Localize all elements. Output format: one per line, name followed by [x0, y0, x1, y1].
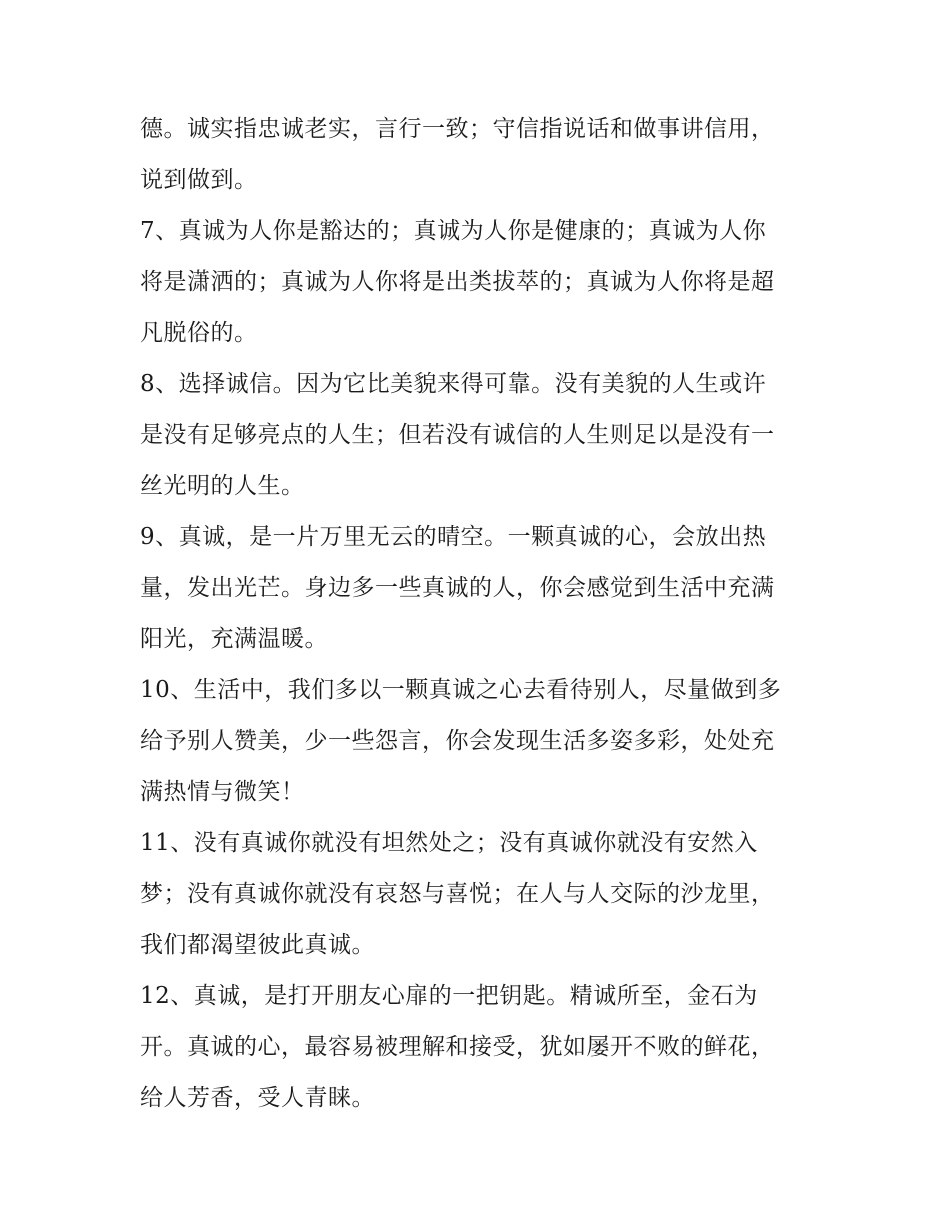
text-line: 满热情与微笑！ [140, 779, 305, 805]
text-line: 是没有足够亮点的人生；但若没有诚信的人生则足以是没有一 [140, 422, 775, 448]
text-line: 将是潇洒的；真诚为人你将是出类拔萃的；真诚为人你将是超 [140, 269, 775, 295]
text-line: 梦；没有真诚你就没有哀怒与喜悦；在人与人交际的沙龙里， [140, 881, 775, 907]
text-line: 9、真诚，是一片万里无云的晴空。一颗真诚的心，会放出热 [140, 524, 767, 550]
text-line: 8、选择诚信。因为它比美貌来得可靠。没有美貌的人生或许 [140, 371, 767, 397]
text-line: 10、生活中，我们多以一颗真诚之心去看待别人，尽量做到多 [140, 677, 782, 703]
text-line: 7、真诚为人你是豁达的；真诚为人你是健康的；真诚为人你 [140, 218, 767, 244]
text-line: 德。诚实指忠诚老实，言行一致；守信指说话和做事讲信用， [140, 116, 775, 142]
text-line: 12、真诚，是打开朋友心扉的一把钥匙。精诚所至，金石为 [140, 983, 758, 1009]
text-line: 凡脱俗的。 [140, 320, 258, 346]
text-line: 说到做到。 [140, 167, 258, 193]
text-line: 阳光，充满温暖。 [140, 626, 328, 652]
text-line: 量，发出光芒。身边多一些真诚的人，你会感觉到生活中充满 [140, 575, 775, 601]
text-line: 给人芳香，受人青睐。 [140, 1085, 375, 1111]
text-line: 开。真诚的心，最容易被理解和接受，犹如屡开不败的鲜花， [140, 1034, 775, 1060]
text-line: 我们都渴望彼此真诚。 [140, 932, 375, 958]
document-page [140, 104, 830, 1124]
text-line: 丝光明的人生。 [140, 473, 305, 499]
text-line: 11、没有真诚你就没有坦然处之；没有真诚你就没有安然入 [140, 830, 758, 856]
text-line: 给予别人赞美，少一些怨言，你会发现生活多姿多彩，处处充 [140, 728, 775, 754]
